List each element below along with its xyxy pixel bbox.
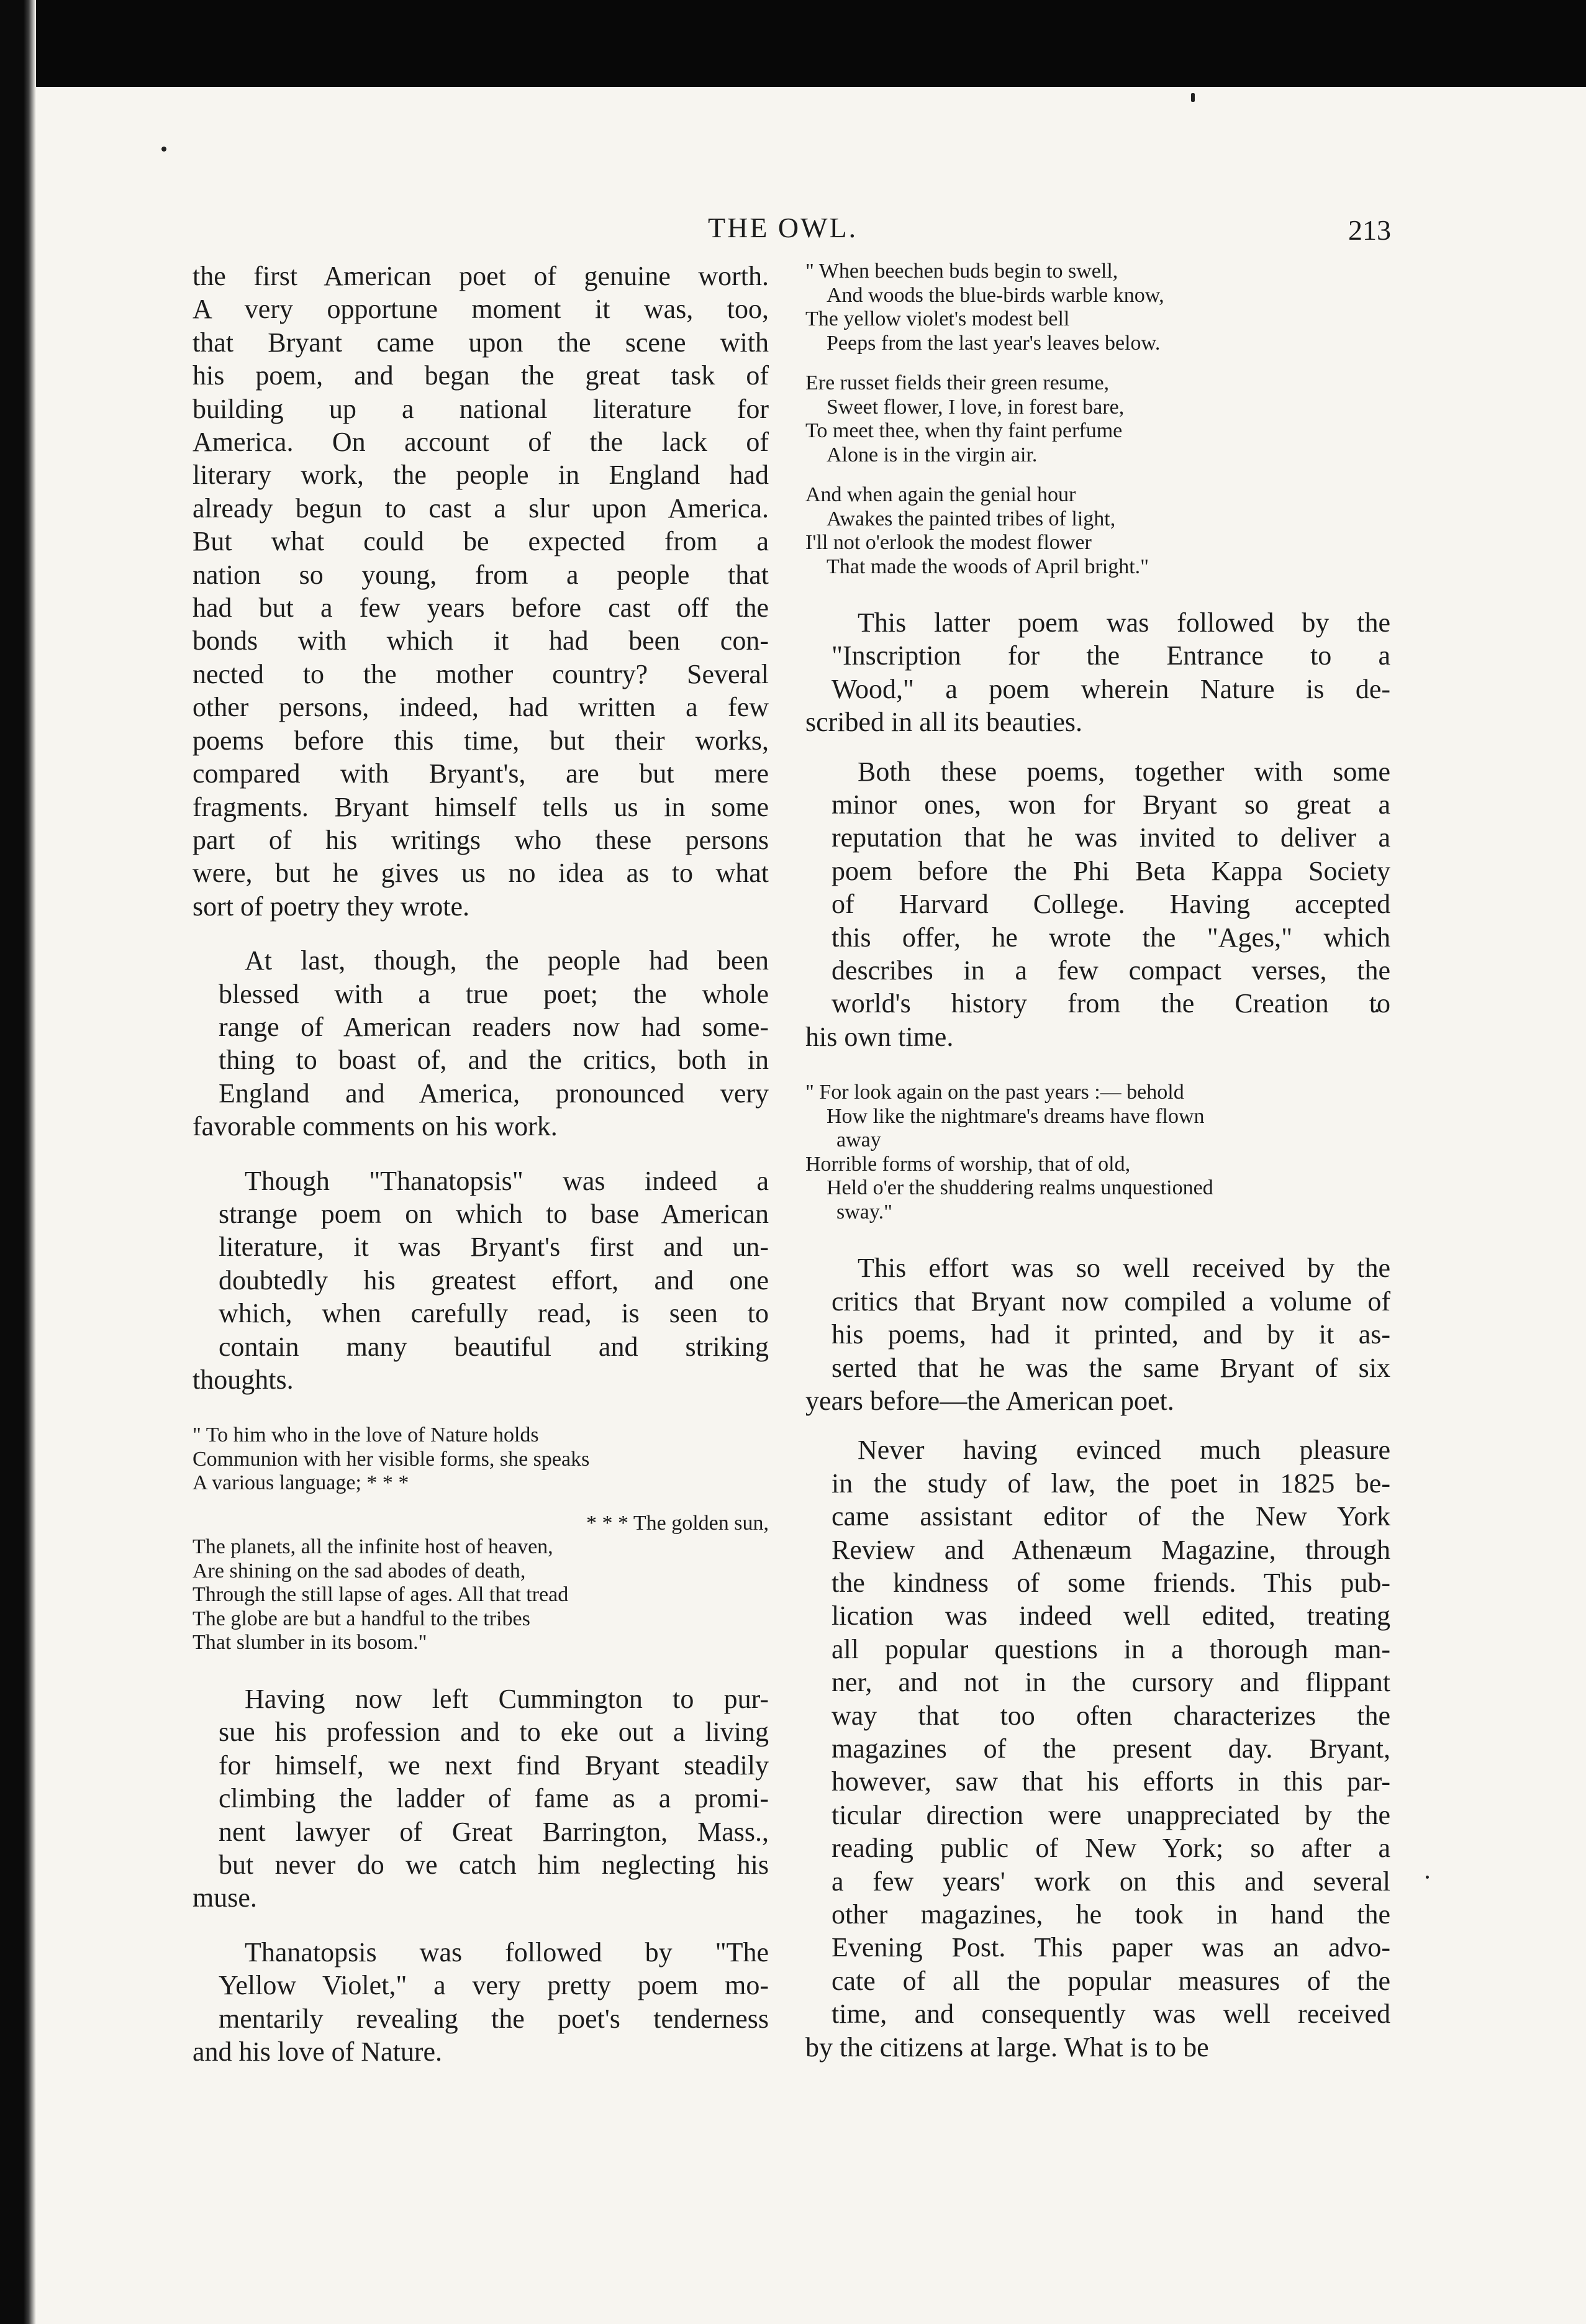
verse-line: " When beechen buds begin to swell, — [805, 260, 1118, 283]
text-line: Thanatopsis was followed by "The — [245, 1936, 769, 1968]
text-line: favorable comments on his work. — [193, 1111, 558, 1142]
text-line: the kindness of some friends. This pub- — [832, 1567, 1390, 1598]
text-line: magazines of the present day. Bryant, — [832, 1733, 1390, 1764]
text-line: his own time. — [805, 1021, 954, 1052]
text-line: "Inscription for the Entrance to a — [832, 640, 1390, 671]
scan-top-border — [0, 0, 1586, 87]
page-number: 213 — [1348, 214, 1391, 246]
text-line: This effort was so well received by the — [858, 1253, 1390, 1284]
verse-line: The globe are but a handful to the tribes — [193, 1607, 530, 1630]
text-line: thoughts. — [193, 1364, 294, 1395]
verse-line: Horrible forms of worship, that of old, — [805, 1152, 1131, 1176]
text-line: but never do we catch him neglecting his — [219, 1849, 769, 1880]
text-line: Both these poems, together with some — [858, 756, 1390, 787]
text-line: describes in a few compact verses, the — [832, 955, 1390, 986]
text-line: nent lawyer of Great Barrington, Mass., — [219, 1816, 769, 1847]
text-line: This latter poem was followed by the — [858, 607, 1390, 638]
text-line: literary work, the people in England had — [193, 460, 769, 491]
paragraph-7 — [805, 755, 1390, 1054]
thanatopsis-quote — [193, 1423, 769, 1655]
text-line: had but a few years before cast off the — [193, 592, 769, 624]
verse-line: Sweet flower, I love, in forest bare, — [827, 395, 1125, 419]
paragraph-1 — [193, 260, 769, 923]
text-line: cate of all the popular measures of the — [832, 1965, 1390, 1996]
text-line: his poem, and began the great task of — [193, 360, 769, 391]
text-line: Though "Thanatopsis" was indeed a — [245, 1165, 769, 1196]
text-line: came assistant editor of the New York — [832, 1501, 1390, 1532]
text-line: that Bryant came upon the scene with — [193, 327, 769, 358]
text-line: Having now left Cummington to pur- — [245, 1683, 769, 1714]
text-line: blessed with a true poet; the whole — [219, 978, 769, 1009]
verse-line: That made the woods of April bright." — [827, 555, 1149, 578]
verse-line: Through the still lapse of ages. All that tread — [193, 1583, 569, 1607]
paragraph-5 — [193, 1936, 769, 2069]
text-line: Evening Post. This paper was an advo- — [832, 1932, 1390, 1963]
text-line: in the study of law, the poet in 1825 be- — [832, 1468, 1390, 1499]
running-title: THE OWL. — [708, 212, 858, 243]
verse-line: Ere russet fields their green resume, — [805, 371, 1110, 394]
text-line: other persons, indeed, had written a few — [193, 692, 769, 723]
scan-speck — [161, 147, 166, 152]
verse-line: The planets, all the infinite host of heaven, — [193, 1535, 553, 1559]
text-line: all popular questions in a thorough man- — [832, 1633, 1390, 1664]
text-line: other magazines, he took in hand the — [832, 1899, 1390, 1930]
text-line: building up a national literature for — [193, 393, 769, 424]
text-line: the first American poet of genuine worth. — [193, 261, 769, 291]
verse-line: Communion with her visible forms, she speaks — [193, 1447, 590, 1471]
paragraph-2 — [193, 944, 769, 1143]
text-line: poems before this time, but their works, — [193, 725, 769, 756]
text-line: scribed in all its beauties. — [805, 707, 1082, 738]
text-line: ticular direction were unappreciated by the — [832, 1799, 1390, 1830]
verse-line: sway." — [836, 1200, 893, 1223]
paragraph-9 — [805, 1433, 1390, 2064]
text-line: minor ones, won for Bryant so great a — [832, 789, 1390, 820]
text-line: part of his writings who these persons — [193, 824, 769, 855]
paragraph-6 — [805, 606, 1390, 739]
text-line: nected to the mother country? Several — [193, 658, 769, 689]
text-line: of Harvard College. Having accepted — [832, 889, 1390, 920]
text-line: thing to boast of, and the critics, both in — [219, 1045, 769, 1076]
verse-line: The yellow violet's modest bell — [805, 307, 1070, 330]
text-line: a few years' work on this and several — [832, 1866, 1390, 1897]
paragraph-3 — [193, 1164, 769, 1397]
text-line: Review and Athenæum Magazine, through — [832, 1534, 1390, 1565]
text-line: time, and consequently was well received — [832, 1999, 1390, 2030]
text-line: sort of poetry they wrote. — [193, 891, 469, 922]
text-line: bonds with which it had been con- — [193, 625, 769, 656]
text-line: doubtedly his greatest effort, and one — [219, 1264, 769, 1296]
text-line: Yellow Violet," a very pretty poem mo- — [219, 1970, 769, 2001]
verse-line: " To him who in the love of Nature holds — [193, 1423, 539, 1447]
text-line: reputation that he was invited to deliver a — [832, 822, 1390, 853]
text-line: lication was indeed well edited, treating — [832, 1600, 1390, 1632]
text-line: compared with Bryant's, are but mere — [193, 758, 769, 789]
text-line: nation so young, from a people that — [193, 559, 769, 590]
text-line: fragments. Bryant himself tells us in some — [193, 791, 769, 822]
text-line: which, when carefully read, is seen to — [219, 1298, 769, 1329]
verse-line: To meet thee, when thy faint perfume — [805, 419, 1123, 442]
text-line: But what could be expected from a — [193, 526, 769, 557]
text-line: his poems, had it printed, and by it as- — [832, 1319, 1390, 1350]
text-line: sue his profession and to eke out a living — [219, 1717, 769, 1748]
scan-left-border — [0, 0, 36, 2324]
text-line: Wood," a poem wherein Nature is de- — [832, 673, 1390, 704]
right-column — [805, 260, 1390, 2064]
text-line: muse. — [193, 1882, 257, 1913]
verse-line: A various language; * * * — [193, 1471, 409, 1495]
paragraph-4 — [193, 1682, 769, 1915]
text-line: and his love of Nature. — [193, 2036, 442, 2067]
text-line: however, saw that his efforts in this par- — [832, 1766, 1390, 1797]
verse-line: Peeps from the last year's leaves below. — [827, 331, 1161, 355]
verse-line: That slumber in its bosom." — [193, 1631, 427, 1654]
verse-line: Held o'er the shuddering realms unquestioned — [827, 1176, 1213, 1200]
verse-line: How like the nightmare's dreams have flown — [827, 1104, 1205, 1128]
text-line: world's history from the Creation to — [832, 988, 1390, 1019]
text-line: this offer, he wrote the "Ages," which — [832, 922, 1390, 953]
verse-line: Are shining on the sad abodes of death, — [193, 1559, 526, 1582]
verse-line: And woods the blue-birds warble know, — [827, 283, 1164, 307]
text-line: poem before the Phi Beta Kappa Society — [832, 855, 1390, 886]
text-line: reading public of New York; so after a — [832, 1833, 1390, 1864]
text-line: critics that Bryant now compiled a volume of — [832, 1286, 1390, 1317]
yellow-violet-quote — [805, 260, 1390, 579]
scan-speck — [1426, 1876, 1429, 1879]
verse-line: And when again the genial hour — [805, 483, 1076, 506]
text-line: America. On account of the lack of — [193, 427, 769, 458]
verse-line: Alone is in the virgin air. — [827, 443, 1038, 466]
text-line: already begun to cast a slur upon America. — [193, 492, 769, 524]
text-line: A very opportune moment it was, too, — [193, 294, 769, 325]
verse-line: Awakes the painted tribes of light, — [827, 507, 1116, 530]
verse-line: * * * The golden sun, — [586, 1511, 769, 1535]
paragraph-8 — [805, 1251, 1390, 1417]
text-line: contain many beautiful and striking — [219, 1331, 769, 1362]
text-line: way that too often characterizes the — [832, 1700, 1390, 1731]
text-line: At last, though, the people had been — [245, 945, 769, 976]
verse-line: away — [836, 1128, 881, 1152]
page-header — [186, 211, 1391, 255]
text-line: ner, and not in the cursory and flippant — [832, 1667, 1390, 1698]
text-line: were, but he gives us no idea as to what — [193, 858, 769, 889]
scan-speck — [1191, 93, 1195, 102]
text-line: Never having evinced much pleasure — [858, 1435, 1390, 1466]
text-line: range of American readers now had some- — [219, 1011, 769, 1042]
text-line: strange poem on which to base American — [219, 1198, 769, 1229]
text-line: England and America, pronounced very — [219, 1078, 769, 1109]
text-line: for himself, we next find Bryant steadily — [219, 1750, 769, 1781]
text-line: literature, it was Bryant's first and un- — [219, 1232, 769, 1263]
text-line: years before—the American poet. — [805, 1385, 1174, 1416]
text-line: mentarily revealing the poet's tenderness — [219, 2003, 769, 2034]
text-line: climbing the ladder of fame as a promi- — [219, 1783, 769, 1814]
text-line: by the citizens at large. What is to be — [805, 2031, 1209, 2063]
text-line: serted that he was the same Bryant of six — [832, 1352, 1390, 1383]
verse-line: " For look again on the past years :— behold — [805, 1081, 1184, 1104]
verse-line: I'll not o'erlook the modest flower — [805, 531, 1092, 554]
left-column — [193, 260, 769, 2068]
ages-quote — [805, 1081, 1390, 1224]
